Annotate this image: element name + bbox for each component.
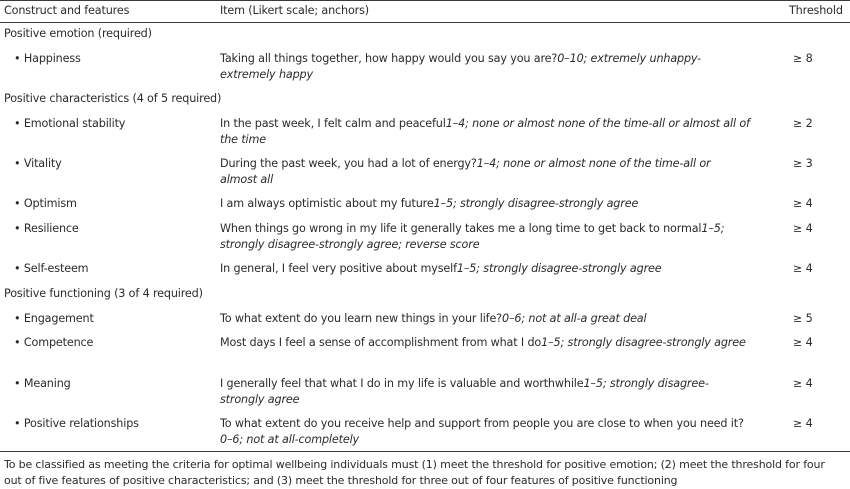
group-positive-characteristics: Positive characteristics (4 of 5 required) (4, 92, 222, 105)
table-bottom-rule (0, 451, 850, 452)
feature-label: • Positive relationships (14, 417, 139, 430)
threshold-value: ≥ 5 (793, 312, 813, 325)
threshold-value: ≥ 3 (793, 157, 813, 170)
feature-label: • Self-esteem (14, 262, 89, 275)
header-construct: Construct and features (4, 4, 130, 17)
feature-label: • Happiness (14, 52, 81, 65)
feature-label: • Meaning (14, 377, 71, 390)
threshold-value: ≥ 2 (793, 117, 813, 130)
feature-label: • Emotional stability (14, 117, 126, 130)
threshold-value: ≥ 4 (793, 222, 813, 235)
item-text: To what extent do you receive help and support from people you are close to when you need it? 0–6; not at all-completely (220, 417, 744, 446)
table-footnote: To be classified as meeting the criteria for optimal wellbeing individuals must (1) meet the threshold for positive emotion; (2) meet the threshold for four out of five features of positive characteristics; and (3) meet the threshold for three out of four features of positive functioning (4, 458, 825, 487)
feature-label: • Vitality (14, 157, 62, 170)
item-text: I generally feel that what I do in my life is valuable and worthwhile1–5; strongly disagree-strongly agree (220, 377, 709, 406)
header-threshold: Threshold (789, 4, 843, 17)
feature-label: • Engagement (14, 312, 94, 325)
threshold-value: ≥ 4 (793, 377, 813, 390)
threshold-value: ≥ 4 (793, 262, 813, 275)
threshold-value: ≥ 8 (793, 52, 813, 65)
item-text: I am always optimistic about my future1–5; strongly disagree-strongly agree (220, 197, 639, 210)
table-top-rule (0, 0, 850, 1)
threshold-value: ≥ 4 (793, 417, 813, 430)
item-text: In the past week, I felt calm and peaceful1–4; none or almost none of the time-all or almost all of the time (220, 117, 750, 146)
threshold-value: ≥ 4 (793, 336, 813, 349)
item-text: In general, I feel very positive about myself1–5; strongly disagree-strongly agree (220, 262, 662, 275)
item-text: Taking all things together, how happy would you say you are?0–10; extremely unhappy-extremely happy (220, 52, 701, 81)
group-positive-emotion: Positive emotion (required) (4, 27, 152, 40)
threshold-value: ≥ 4 (793, 197, 813, 210)
item-text: When things go wrong in my life it generally takes me a long time to get back to normal1–5; strongly disagree-strongly agree; reverse score (220, 222, 725, 251)
item-text: To what extent do you learn new things in your life?0–6; not at all-a great deal (220, 312, 647, 325)
group-positive-functioning: Positive functioning (3 of 4 required) (4, 287, 203, 300)
item-text: Most days I feel a sense of accomplishment from what I do1–5; strongly disagree-strongly agree (220, 336, 746, 349)
header-rule (0, 22, 850, 23)
feature-label: • Optimism (14, 197, 77, 210)
feature-label: • Resilience (14, 222, 79, 235)
feature-label: • Competence (14, 336, 94, 349)
item-text: During the past week, you had a lot of energy?1–4; none or almost none of the time-all or almost all (220, 157, 711, 186)
header-item: Item (Likert scale; anchors) (220, 4, 370, 17)
